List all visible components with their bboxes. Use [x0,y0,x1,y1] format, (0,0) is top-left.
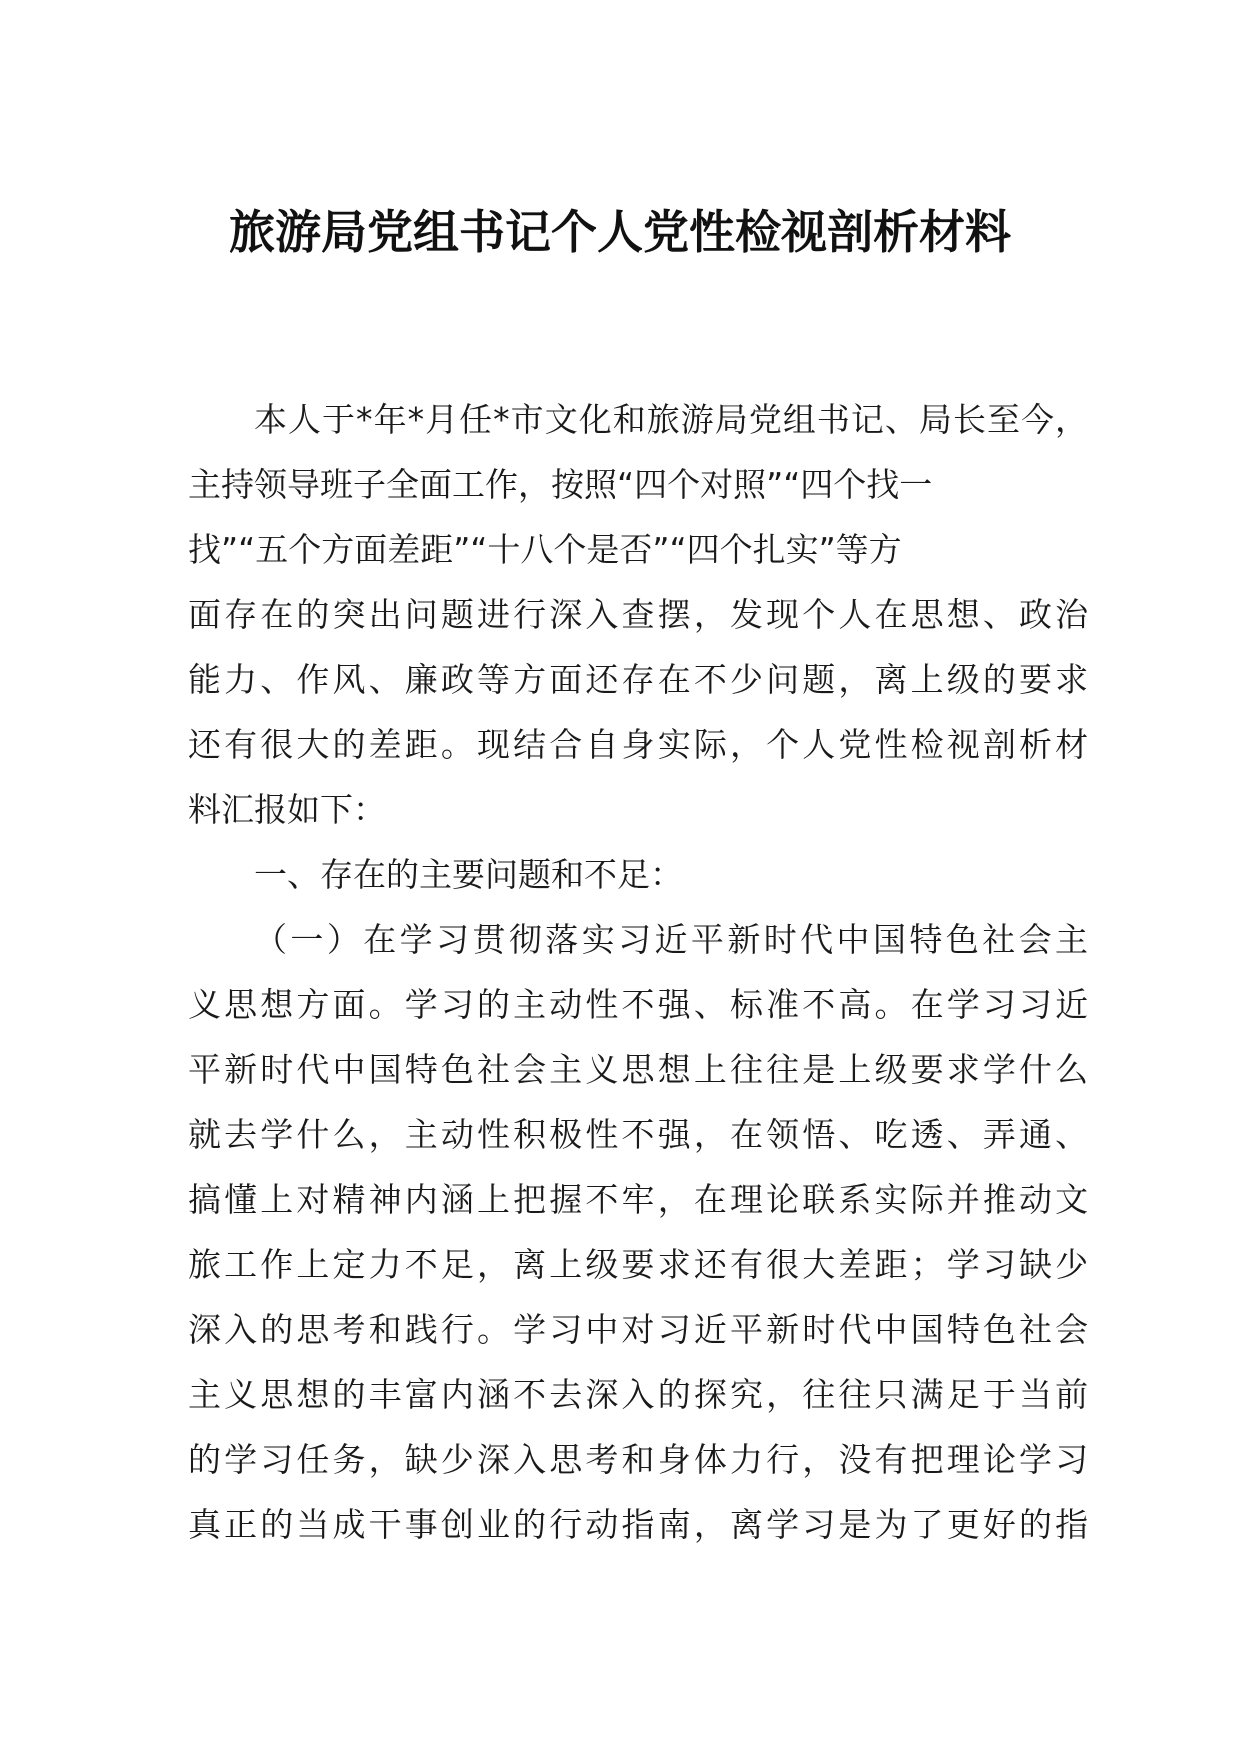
body-text-line: 平新时代中国特色社会主义思想上往往是上级要求学什么 [188,1050,1092,1089]
body-text-line: 还有很大的差距。现结合自身实际，个人党性检视剖析材 [188,725,1092,764]
document-title: 旅游局党组书记个人党性检视剖析材料 [229,205,1011,259]
body-text-line: 义思想方面。学习的主动性不强、标准不高。在学习习近 [188,985,1092,1024]
body-text-line: 能力、作风、廉政等方面还存在不少问题，离上级的要求 [188,660,1092,699]
body-text-line: 面存在的突出问题进行深入查摆，发现个人在思想、政治 [188,595,1092,634]
body-text-line: 主持领导班子全面工作，按照“四个对照”“四个找一 [188,465,933,504]
body-text-line: 搞懂上对精神内涵上把握不牢，在理论联系实际并推动文 [188,1180,1092,1219]
body-text-line: 深入的思考和践行。学习中对习近平新时代中国特色社会 [188,1310,1092,1349]
body-text-line: 真正的当成干事创业的行动指南，离学习是为了更好的指 [188,1505,1092,1544]
body-text-line: 旅工作上定力不足，离上级要求还有很大差距；学习缺少 [188,1245,1092,1284]
document-body [188,387,1092,1557]
body-text-line: 就去学什么，主动性积极性不强，在领悟、吃透、弄通、 [188,1115,1092,1154]
body-text-line: 找”“五个方面差距”“十八个是否”“四个扎实”等方 [188,530,902,569]
body-text-line: 主义思想的丰富内涵不去深入的探究，往往只满足于当前 [188,1375,1092,1414]
body-text-line: （一）在学习贯彻落实习近平新时代中国特色社会主 [254,920,1092,959]
body-text-line: 一、存在的主要问题和不足： [254,855,683,894]
body-text-line: 的学习任务，缺少深入思考和身体力行，没有把理论学习 [188,1440,1092,1479]
body-text-line: 本人于*年*月任*市文化和旅游局党组书记、局长至今， [254,400,1090,439]
body-text-line: 料汇报如下： [188,790,386,829]
